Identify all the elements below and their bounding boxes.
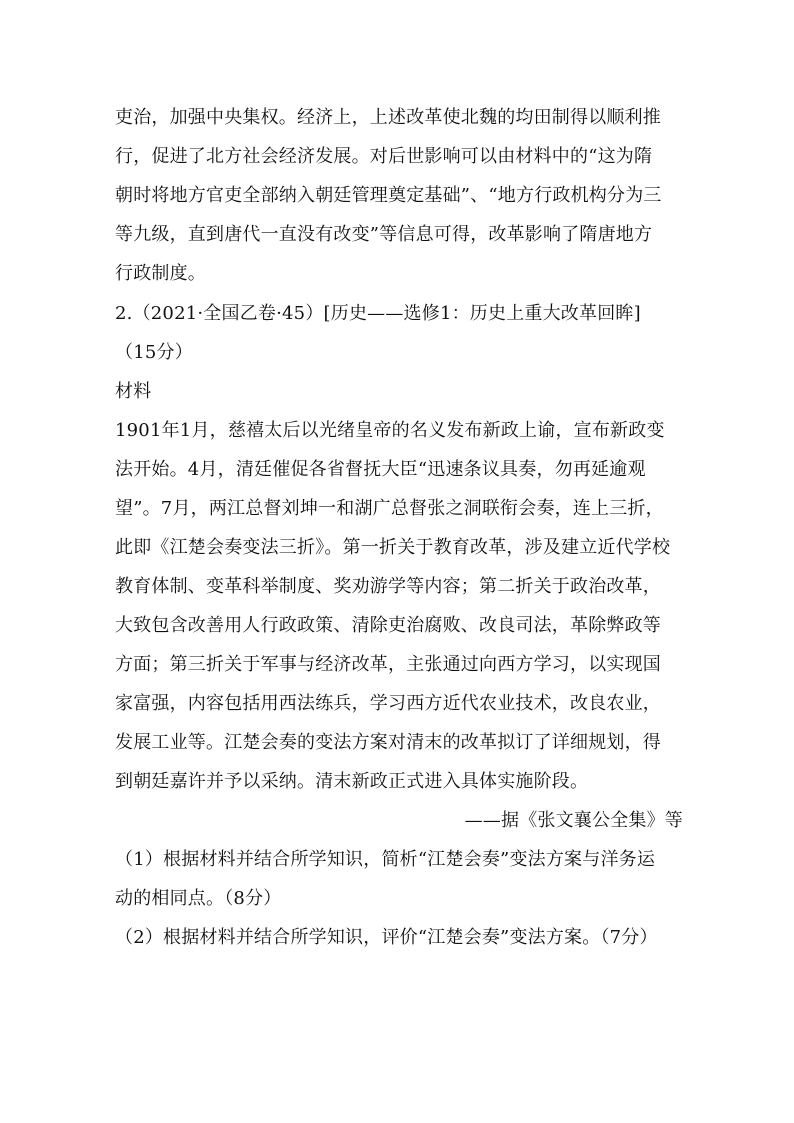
material-label: 材料 bbox=[115, 381, 152, 402]
material-line: 教育体制、变革科举制度、奖劝游学等内容；第二折关于政治改革， bbox=[115, 576, 661, 597]
intro-line: 吏治，加强中央集权。经济上，上述改革使北魏的均田制得以顺利推 bbox=[115, 107, 661, 128]
question-header: 2.（2021·全国乙卷·45）[历史——选修1：历史上重大改革回眸] bbox=[115, 303, 641, 324]
material-line: 家富强，内容包括用西法练兵，学习西方近代农业技术，改良农业， bbox=[115, 693, 661, 714]
question-score: （15分） bbox=[115, 342, 193, 363]
sub-question-1-cont: 动的相同点。（8分） bbox=[115, 888, 282, 909]
material-line: 发展工业等。江楚会奏的变法方案对清末的改革拟订了详细规划，得 bbox=[115, 732, 661, 753]
material-line: 法开始。4月，清廷催促各省督抚大臣“迅速条议具奏，勿再延逾观 bbox=[115, 459, 646, 480]
intro-line: 朝时将地方官吏全部纳入朝廷管理奠定基础”、“地方行政机构分为三 bbox=[115, 185, 662, 206]
source-citation: ——据《张文襄公全集》等 bbox=[464, 810, 683, 831]
sub-question-1: （1）根据材料并结合所学知识，简析“江楚会奏”变法方案与洋务运 bbox=[115, 849, 656, 870]
material-line: 望”。7月，两江总督刘坤一和湖广总督张之洞联衔会奏，连上三折， bbox=[115, 498, 664, 519]
sub-question-2: （2）根据材料并结合所学知识，评价“江楚会奏”变法方案。（7分） bbox=[115, 927, 658, 948]
intro-line: 等九级，直到唐代一直没有改变”等信息可得，改革影响了隋唐地方 bbox=[115, 224, 653, 245]
intro-line: 行政制度。 bbox=[115, 263, 206, 284]
material-line: 方面；第三折关于军事与经济改革，主张通过向西方学习，以实现国 bbox=[115, 654, 661, 675]
intro-line: 行，促进了北方社会经济发展。对后世影响可以由材料中的“这为隋 bbox=[115, 146, 653, 167]
material-line: 1901年1月，慈禧太后以光绪皇帝的名义发布新政上谕，宣布新政变 bbox=[115, 420, 665, 441]
material-line: 到朝廷嘉许并予以采纳。清末新政正式进入具体实施阶段。 bbox=[115, 771, 589, 792]
material-line: 大致包含改善用人行政政策、清除吏治腐败、改良司法，革除弊政等 bbox=[115, 615, 661, 636]
material-line: 此即《江楚会奏变法三折》。第一折关于教育改革，涉及建立近代学校 bbox=[115, 537, 671, 558]
